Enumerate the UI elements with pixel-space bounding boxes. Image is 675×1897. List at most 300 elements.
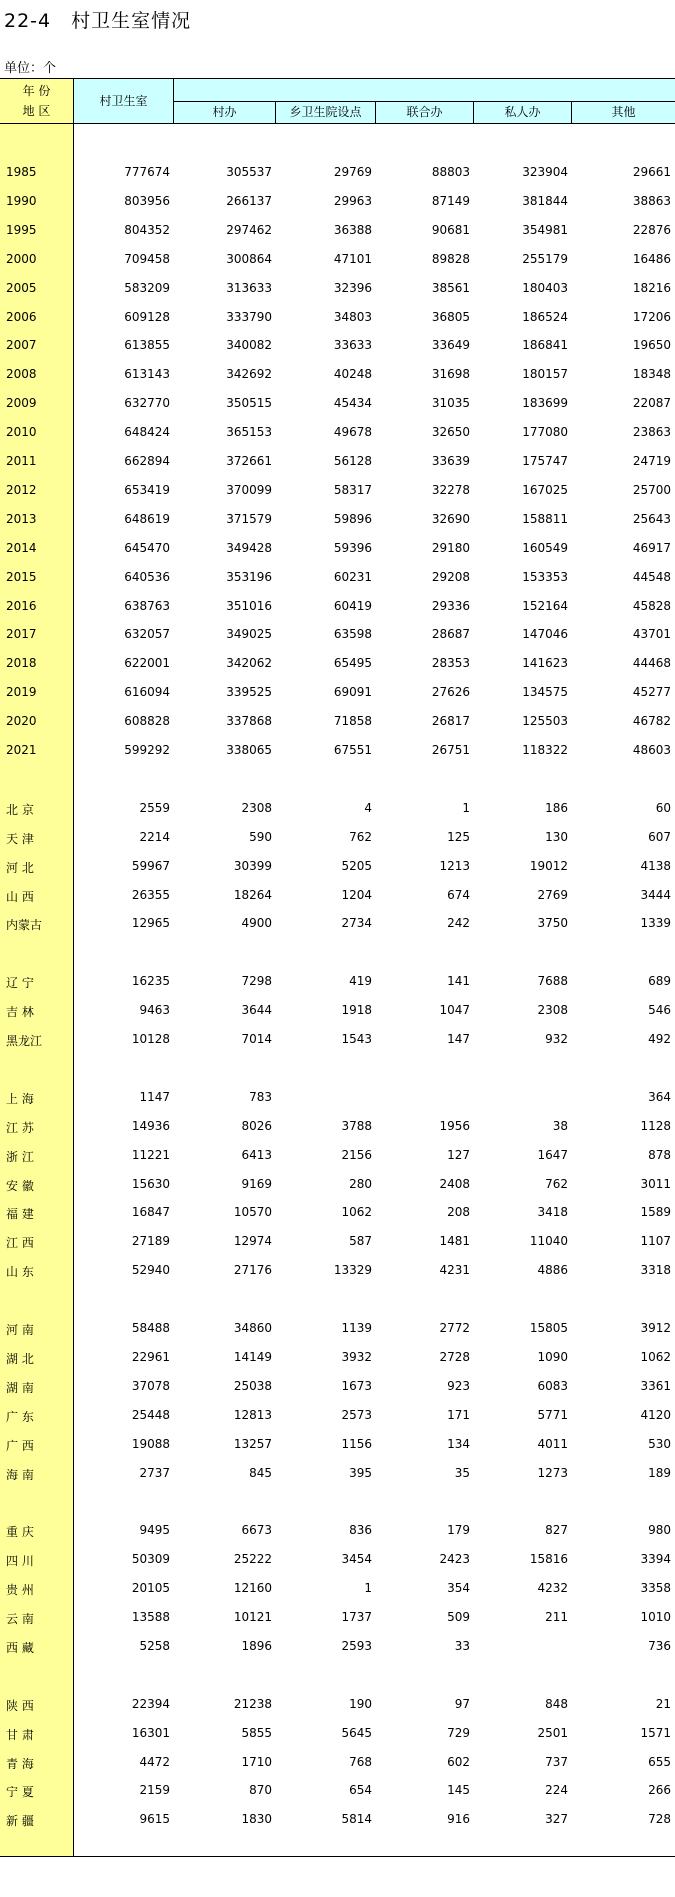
cell-value: 60231 <box>333 569 372 584</box>
table-row <box>0 446 675 475</box>
cell-value: 180403 <box>522 280 568 295</box>
cell-value: 313633 <box>226 280 272 295</box>
cell-value: 36388 <box>333 222 372 237</box>
table-row <box>0 1140 675 1169</box>
cell-value: 1 <box>462 800 470 815</box>
cell-value: 7014 <box>241 1032 272 1046</box>
cell-value: 12965 <box>131 916 170 931</box>
cell-value: 333790 <box>226 309 272 324</box>
cell-value: 141 <box>447 974 470 989</box>
cell-value: 607 <box>648 829 671 844</box>
cell-value: 5205 <box>341 858 372 873</box>
cell-value: 15805 <box>529 1321 568 1335</box>
cell-value: 350515 <box>226 396 272 411</box>
cell-value: 3644 <box>241 1003 272 1018</box>
cell-value: 22876 <box>632 222 671 237</box>
cell-value: 878 <box>648 1147 671 1162</box>
cell-value: 38 <box>552 1118 568 1133</box>
cell-value: 9463 <box>139 1003 170 1018</box>
cell-value: 5645 <box>341 1725 372 1740</box>
cell-value: 177080 <box>522 425 568 440</box>
cell-value: 2734 <box>341 916 372 931</box>
cell-value: 609128 <box>124 309 170 324</box>
row-label: 重 庆 <box>6 1525 34 1540</box>
row-label: 上 海 <box>6 1091 34 1106</box>
cell-value: 130 <box>545 829 568 844</box>
table-row <box>0 966 675 995</box>
cell-value: 25038 <box>233 1378 272 1393</box>
cell-value: 3750 <box>537 916 568 931</box>
cell-value: 1896 <box>241 1638 272 1653</box>
row-label: 2020 <box>6 714 37 729</box>
cell-value: 186524 <box>522 309 568 324</box>
cell-value: 171 <box>447 1407 470 1422</box>
table-row <box>0 1082 675 1111</box>
row-label: 江 苏 <box>6 1120 34 1135</box>
table-row <box>0 215 675 244</box>
table-row <box>0 562 675 591</box>
cell-value: 1147 <box>139 1089 170 1104</box>
cell-value: 648424 <box>124 425 170 440</box>
cell-value: 1090 <box>537 1349 568 1364</box>
row-label: 山 东 <box>6 1265 34 1280</box>
row-label: 2009 <box>6 396 37 411</box>
cell-value: 97 <box>454 1696 470 1711</box>
cell-value: 13257 <box>233 1436 272 1451</box>
cell-value: 211 <box>545 1610 568 1624</box>
cell-value: 3358 <box>640 1581 671 1596</box>
cell-value: 33639 <box>431 454 470 468</box>
cell-value: 186841 <box>522 338 568 353</box>
cell-value: 645470 <box>124 540 170 555</box>
cell-value: 2156 <box>341 1147 372 1162</box>
cell-value: 1204 <box>341 887 372 902</box>
table-row <box>0 388 675 417</box>
cell-value: 16301 <box>131 1725 170 1740</box>
cell-value: 29963 <box>333 193 372 208</box>
cell-value: 17206 <box>632 309 671 324</box>
cell-value: 370099 <box>226 482 272 497</box>
table-row <box>0 1111 675 1140</box>
row-label: 新 疆 <box>6 1814 34 1829</box>
cell-value: 2559 <box>139 800 170 815</box>
table-row <box>0 302 675 331</box>
cell-value: 980 <box>648 1523 671 1538</box>
cell-value: 16486 <box>632 251 671 266</box>
cell-value: 3318 <box>640 1263 671 1278</box>
cell-value: 923 <box>447 1378 470 1393</box>
cell-value: 26817 <box>431 714 470 729</box>
table-row <box>0 1313 675 1342</box>
cell-value: 13329 <box>333 1263 372 1278</box>
cell-value: 44468 <box>632 656 671 671</box>
cell-value: 590 <box>249 829 272 844</box>
cell-value: 33633 <box>333 338 372 353</box>
cell-value: 19088 <box>131 1436 170 1451</box>
cell-value: 349428 <box>226 540 272 555</box>
cell-value: 266 <box>648 1783 671 1798</box>
cell-value: 59896 <box>333 511 372 526</box>
table-row <box>0 1342 675 1371</box>
table-row <box>0 504 675 533</box>
cell-value: 33649 <box>431 338 470 353</box>
table-row <box>0 1689 675 1718</box>
cell-value: 1571 <box>640 1725 671 1740</box>
table-row <box>0 1515 675 1544</box>
table-row <box>0 648 675 677</box>
row-label: 甘 肃 <box>6 1727 34 1742</box>
row-label: 2013 <box>6 511 37 526</box>
cell-value: 59396 <box>333 540 372 555</box>
cell-value: 729 <box>447 1725 470 1740</box>
cell-value: 3011 <box>640 1176 671 1191</box>
row-label: 1985 <box>6 165 37 179</box>
cell-value: 59967 <box>131 858 170 873</box>
cell-value: 1047 <box>439 1003 470 1018</box>
cell-value: 32690 <box>431 511 470 526</box>
cell-value: 351016 <box>226 598 272 613</box>
row-label: 2005 <box>6 280 37 295</box>
row-label: 辽 宁 <box>6 976 34 991</box>
table-row <box>0 1400 675 1429</box>
cell-value: 340082 <box>226 338 272 353</box>
table-row <box>0 908 675 937</box>
cell-value: 1 <box>364 1581 372 1596</box>
cell-value: 365153 <box>226 425 272 440</box>
cell-value: 616094 <box>124 685 170 700</box>
cell-value: 1647 <box>537 1147 568 1162</box>
cell-value: 583209 <box>124 280 170 295</box>
unit-label: 单位：个 <box>4 61 57 76</box>
cell-value: 33 <box>454 1638 470 1653</box>
cell-value: 2737 <box>139 1465 170 1480</box>
cell-value: 1273 <box>537 1465 568 1480</box>
row-label: 云 南 <box>6 1612 34 1626</box>
cell-value: 22394 <box>131 1696 170 1711</box>
cell-value: 599292 <box>124 743 170 757</box>
cell-value: 31698 <box>431 367 470 382</box>
cell-value: 208 <box>447 1205 470 1220</box>
table-row <box>0 533 675 562</box>
cell-value: 653419 <box>124 482 170 497</box>
cell-value: 648619 <box>124 511 170 526</box>
cell-value: 145 <box>447 1783 470 1798</box>
cell-value: 30399 <box>233 858 272 873</box>
header-private-run: 私人办 <box>474 101 572 123</box>
cell-value: 34860 <box>233 1321 272 1335</box>
header-township-point: 乡卫生院设点 <box>276 101 376 123</box>
cell-value: 4886 <box>537 1263 568 1278</box>
cell-value: 364 <box>648 1089 671 1104</box>
cell-value: 32278 <box>431 482 470 497</box>
cell-value: 827 <box>545 1523 568 1538</box>
row-label: 安 徽 <box>6 1178 34 1193</box>
cell-value: 848 <box>545 1696 568 1711</box>
cell-value: 3932 <box>341 1349 372 1364</box>
cell-value: 1956 <box>439 1118 470 1133</box>
cell-value: 337868 <box>226 714 272 729</box>
row-label: 河 北 <box>6 860 34 875</box>
cell-value: 15816 <box>529 1552 568 1567</box>
cell-value: 2214 <box>139 829 170 844</box>
table-row <box>0 1197 675 1226</box>
cell-value: 845 <box>249 1465 272 1480</box>
table-row <box>0 995 675 1024</box>
row-label: 2008 <box>6 367 37 382</box>
cell-value: 60 <box>655 800 671 815</box>
cell-value: 342062 <box>226 656 272 671</box>
cell-value: 728 <box>648 1812 671 1827</box>
cell-value: 353196 <box>226 569 272 584</box>
cell-value: 2501 <box>537 1725 568 1740</box>
cell-value: 47101 <box>333 251 372 266</box>
cell-value: 36805 <box>431 309 470 324</box>
row-label: 天 津 <box>6 831 34 846</box>
row-label: 四 川 <box>6 1554 34 1569</box>
cell-value: 125 <box>447 829 470 844</box>
cell-value: 8026 <box>241 1118 272 1133</box>
cell-value: 186 <box>545 800 568 815</box>
cell-value: 354981 <box>522 222 568 237</box>
cell-value: 44548 <box>632 569 671 584</box>
cell-value: 395 <box>349 1465 372 1480</box>
cell-value: 25222 <box>233 1552 272 1567</box>
cell-value: 6083 <box>537 1378 568 1393</box>
row-label: 2010 <box>6 425 37 440</box>
row-label: 吉 林 <box>6 1005 34 1020</box>
cell-value: 38561 <box>431 280 470 295</box>
table-row <box>0 157 675 186</box>
cell-value: 38863 <box>632 193 671 208</box>
row-label: 浙 江 <box>6 1149 34 1164</box>
cell-value: 339525 <box>226 685 272 700</box>
cell-value: 783 <box>249 1089 272 1104</box>
cell-value: 20105 <box>131 1581 170 1596</box>
cell-value: 662894 <box>124 454 170 468</box>
row-label: 江 西 <box>6 1236 34 1251</box>
cell-value: 147046 <box>522 627 568 642</box>
table-row <box>0 1226 675 1255</box>
row-label: 广 西 <box>6 1438 34 1453</box>
table-row <box>0 417 675 446</box>
table-row <box>0 1255 675 1284</box>
cell-value: 56128 <box>333 454 372 468</box>
cell-value: 1673 <box>341 1378 372 1393</box>
table-row <box>0 1573 675 1602</box>
cell-value: 18264 <box>233 887 272 902</box>
cell-value: 3788 <box>341 1118 372 1133</box>
row-label: 1995 <box>6 222 37 237</box>
cell-value: 4138 <box>640 858 671 873</box>
cell-value: 509 <box>447 1610 470 1624</box>
cell-value: 29180 <box>431 540 470 555</box>
cell-value: 546 <box>648 1003 671 1018</box>
cell-value: 354 <box>447 1581 470 1596</box>
row-label: 湖 北 <box>6 1351 34 1366</box>
row-label: 2011 <box>6 454 37 468</box>
cell-value: 10128 <box>131 1032 170 1046</box>
cell-value: 58488 <box>131 1321 170 1335</box>
cell-value: 4232 <box>537 1581 568 1596</box>
cell-value: 2573 <box>341 1407 372 1422</box>
cell-value: 12813 <box>233 1407 272 1422</box>
cell-value: 9615 <box>139 1812 170 1827</box>
cell-value: 25700 <box>632 482 671 497</box>
cell-value: 372661 <box>226 454 272 468</box>
cell-value: 224 <box>545 1783 568 1798</box>
cell-value: 932 <box>545 1032 568 1046</box>
cell-value: 1481 <box>439 1234 470 1249</box>
row-label: 2016 <box>6 598 37 613</box>
table-row <box>0 1747 675 1776</box>
cell-value: 175747 <box>522 454 568 468</box>
cell-value: 11040 <box>529 1234 568 1249</box>
cell-value: 3444 <box>640 887 671 902</box>
cell-value: 183699 <box>522 396 568 411</box>
cell-value: 2772 <box>439 1321 470 1335</box>
cell-value: 622001 <box>124 656 170 671</box>
cell-value: 180157 <box>522 367 568 382</box>
row-label: 2014 <box>6 540 37 555</box>
cell-value: 530 <box>648 1436 671 1451</box>
cell-value: 870 <box>249 1783 272 1798</box>
cell-value: 4231 <box>439 1263 470 1278</box>
row-label: 陕 西 <box>6 1698 34 1713</box>
table-row <box>0 244 675 273</box>
cell-value: 2159 <box>139 1783 170 1798</box>
row-label: 河 南 <box>6 1323 34 1337</box>
cell-value: 34803 <box>333 309 372 324</box>
cell-value: 21 <box>655 1696 671 1711</box>
table-row <box>0 677 675 706</box>
cell-value: 338065 <box>226 743 272 757</box>
row-label: 2015 <box>6 569 37 584</box>
header-year-label: 年 份 <box>22 84 51 98</box>
cell-value: 777674 <box>124 165 170 179</box>
cell-value: 7688 <box>537 974 568 989</box>
cell-value: 6673 <box>241 1523 272 1538</box>
cell-value: 23863 <box>632 425 671 440</box>
cell-value: 803956 <box>124 193 170 208</box>
cell-value: 2408 <box>439 1176 470 1191</box>
table-row <box>0 1371 675 1400</box>
cell-value: 280 <box>349 1176 372 1191</box>
cell-value: 349025 <box>226 627 272 642</box>
cell-value: 29769 <box>333 165 372 179</box>
cell-value: 10570 <box>233 1205 272 1220</box>
table-row <box>0 793 675 822</box>
table-row <box>0 619 675 648</box>
header-other: 其他 <box>611 105 636 119</box>
cell-value: 190 <box>349 1696 372 1711</box>
cell-value: 5258 <box>139 1638 170 1653</box>
cell-value: 654 <box>349 1783 372 1798</box>
cell-value: 7298 <box>241 974 272 989</box>
cell-value: 71858 <box>333 714 372 729</box>
table-row <box>0 475 675 504</box>
cell-value: 1213 <box>439 858 470 873</box>
table-row <box>0 1458 675 1487</box>
cell-value: 118322 <box>522 743 568 757</box>
cell-value: 58317 <box>333 482 372 497</box>
cell-value: 14149 <box>233 1349 272 1364</box>
cell-value: 674 <box>447 887 470 902</box>
cell-value: 125503 <box>522 714 568 729</box>
cell-value: 45828 <box>632 598 671 613</box>
cell-value: 9169 <box>241 1176 272 1191</box>
cell-value: 69091 <box>333 685 372 700</box>
cell-value: 2308 <box>241 800 272 815</box>
cell-value: 49678 <box>333 425 372 440</box>
cell-value: 1062 <box>341 1205 372 1220</box>
cell-value: 31035 <box>431 396 470 411</box>
row-label: 北 京 <box>6 802 34 817</box>
cell-value: 89828 <box>431 251 470 266</box>
row-label: 宁 夏 <box>6 1785 34 1800</box>
row-label: 1990 <box>6 193 37 208</box>
cell-value: 2728 <box>439 1349 470 1364</box>
cell-value: 52940 <box>131 1263 170 1278</box>
cell-value: 5814 <box>341 1812 372 1827</box>
cell-value: 836 <box>349 1523 372 1538</box>
cell-value: 25643 <box>632 511 671 526</box>
header-region-label: 地 区 <box>22 104 51 118</box>
cell-value: 381844 <box>522 193 568 208</box>
cell-value: 15630 <box>131 1176 170 1191</box>
table-row <box>0 591 675 620</box>
cell-value: 18348 <box>632 367 671 382</box>
cell-value: 5771 <box>537 1407 568 1422</box>
cell-value: 158811 <box>522 511 568 526</box>
cell-value: 35 <box>454 1465 470 1480</box>
row-label: 2018 <box>6 656 37 671</box>
cell-value: 3454 <box>341 1552 372 1567</box>
cell-value: 179 <box>447 1523 470 1538</box>
cell-value: 25448 <box>131 1407 170 1422</box>
cell-value: 492 <box>648 1032 671 1046</box>
cell-value: 709458 <box>124 251 170 266</box>
cell-value: 297462 <box>226 222 272 237</box>
table-row <box>0 880 675 909</box>
cell-value: 2593 <box>341 1638 372 1653</box>
header-year-region <box>0 79 74 123</box>
cell-value: 10121 <box>233 1610 272 1624</box>
table-row <box>0 1544 675 1573</box>
cell-value: 4011 <box>537 1436 568 1451</box>
cell-value: 587 <box>349 1234 372 1249</box>
cell-value: 189 <box>648 1465 671 1480</box>
cell-value: 28687 <box>431 627 470 642</box>
cell-value: 32650 <box>431 425 470 440</box>
row-label: 2000 <box>6 251 37 266</box>
cell-value: 323904 <box>522 165 568 179</box>
row-label: 内蒙古 <box>6 918 43 933</box>
table-row <box>0 1718 675 1747</box>
cell-value: 134 <box>447 1436 470 1451</box>
cell-value: 45434 <box>333 396 372 411</box>
cell-value: 1062 <box>640 1349 671 1364</box>
cell-value: 19650 <box>632 338 671 353</box>
cell-value: 3418 <box>537 1205 568 1220</box>
row-label: 青 海 <box>6 1756 34 1771</box>
cell-value: 419 <box>349 974 372 989</box>
cell-value: 26751 <box>431 743 470 757</box>
row-label: 2007 <box>6 338 37 353</box>
cell-value: 19012 <box>529 858 568 873</box>
cell-value: 21238 <box>233 1696 272 1711</box>
cell-value: 16847 <box>131 1205 170 1220</box>
table-bottom-border <box>0 1856 675 1857</box>
